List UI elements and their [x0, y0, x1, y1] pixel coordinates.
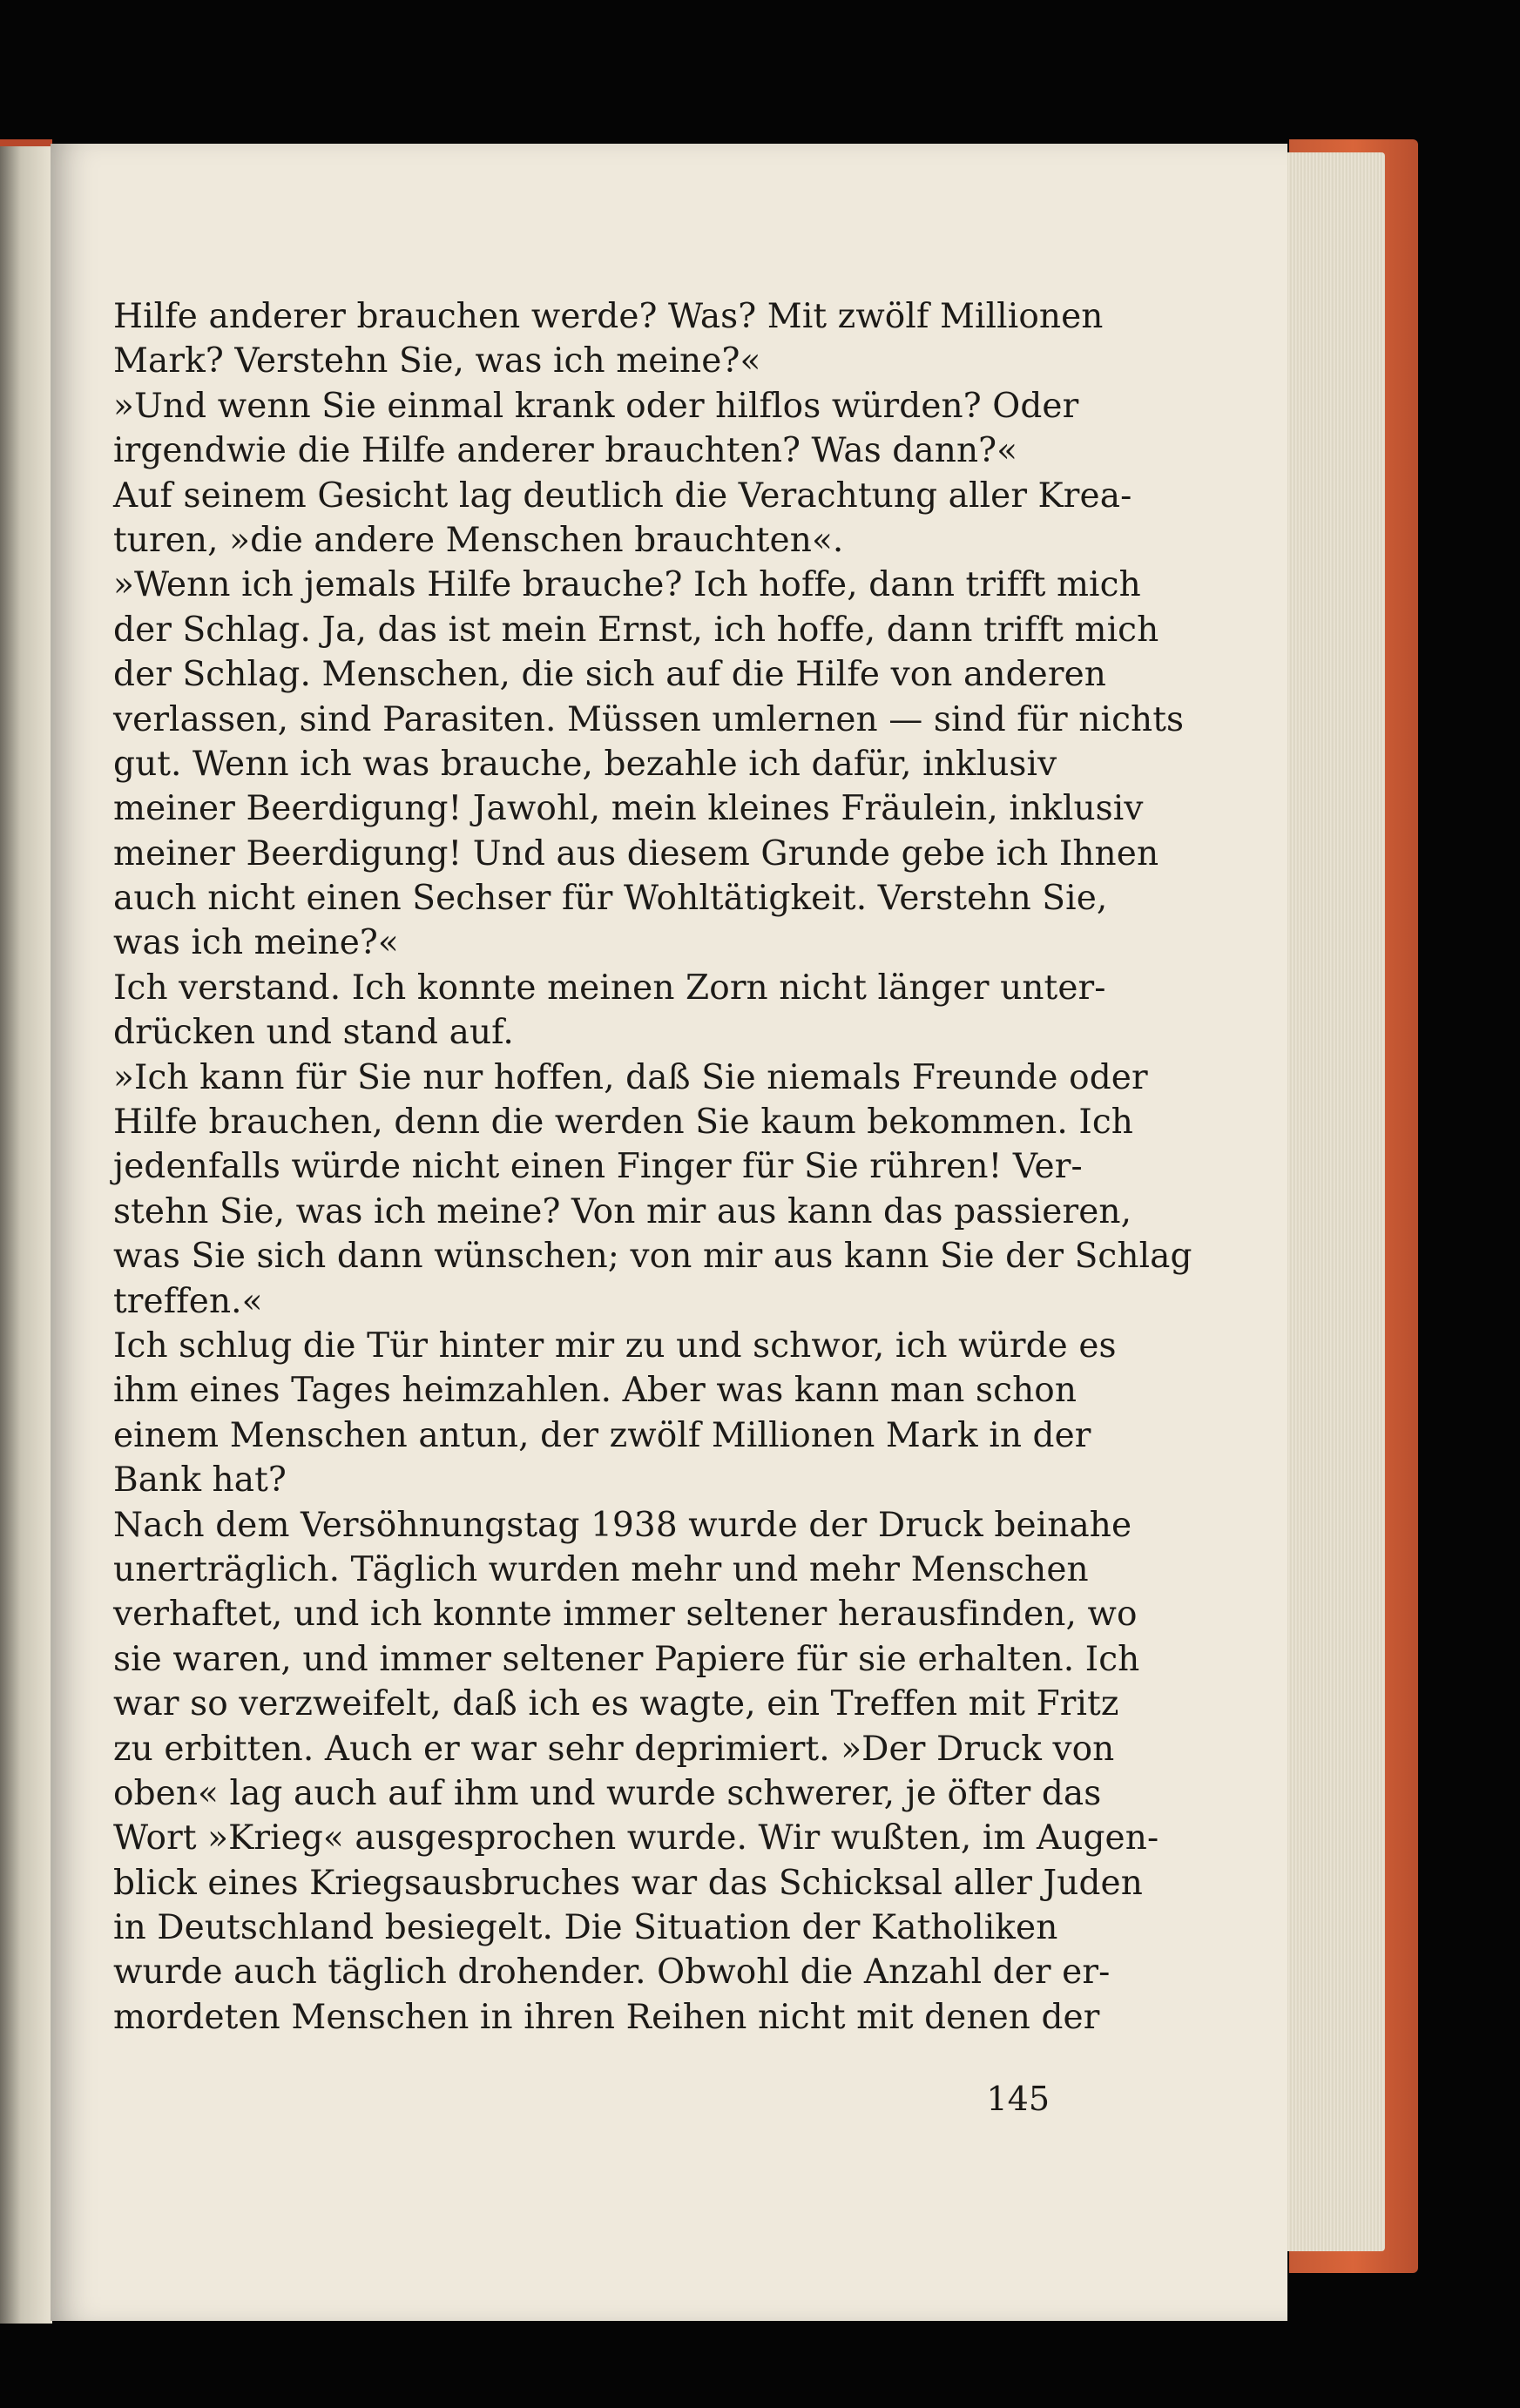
text-line: einem Menschen antun, der zwölf Millionen Mark in der	[113, 1415, 1091, 1455]
text-line: Wort »Krieg« ausgesprochen wurde. Wir wußten, im Augen-	[113, 1818, 1159, 1858]
text-line: sie waren, und immer seltener Papiere für sie erhalten. Ich	[113, 1639, 1140, 1679]
text-line: Hilfe brauchen, denn die werden Sie kaum bekommen. Ich	[113, 1103, 1133, 1143]
text-line: Auf seinem Gesicht lag deutlich die Verachtung aller Krea-	[113, 476, 1132, 516]
text-line: Hilfe anderer brauchen werde? Was? Mit zwölf Millionen	[113, 297, 1104, 336]
text-line: Ich verstand. Ich konnte meinen Zorn nicht länger unter-	[113, 968, 1106, 1008]
text-line: meiner Beerdigung! Jawohl, mein kleines Fräulein, inklusiv	[113, 789, 1144, 829]
text-line: gut. Wenn ich was brauche, bezahle ich dafür, inklusiv	[113, 744, 1057, 784]
text-line: drücken und stand auf.	[113, 1013, 514, 1053]
text-line: Mark? Verstehn Sie, was ich meine?«	[113, 341, 761, 381]
text-line: stehn Sie, was ich meine? Von mir aus kann das passieren,	[113, 1191, 1132, 1231]
text-line: treffen.«	[113, 1281, 263, 1321]
text-line: verhaftet, und ich konnte immer seltener herausfinden, wo	[113, 1595, 1138, 1635]
text-line: blick eines Kriegsausbruches war das Schicksal aller Juden	[113, 1863, 1143, 1903]
text-line: Ich schlug die Tür hinter mir zu und schwor, ich würde es	[113, 1325, 1117, 1366]
text-line: unerträglich. Täglich wurden mehr und mehr Menschen	[113, 1549, 1089, 1589]
text-line: was ich meine?«	[113, 923, 399, 963]
text-line: was Sie sich dann wünschen; von mir aus kann Sie der Schlag	[113, 1237, 1192, 1277]
text-line: mordeten Menschen in ihren Reihen nicht mit denen der	[113, 1997, 1100, 2037]
previous-page-edge	[0, 139, 52, 2324]
text-line: wurde auch täglich drohender. Obwohl die Anzahl der er-	[113, 1953, 1111, 1993]
text-line: meiner Beerdigung! Und aus diesem Grunde gebe ich Ihnen	[113, 833, 1159, 873]
text-line: der Schlag. Ja, das ist mein Ernst, ich hoffe, dann trifft mich	[113, 610, 1159, 650]
text-line: in Deutschland besiegelt. Die Situation der Katholiken	[113, 1908, 1058, 1948]
text-line: auch nicht einen Sechser für Wohltätigkeit. Verstehn Sie,	[113, 879, 1108, 919]
text-line: turen, »die andere Menschen brauchten«.	[113, 520, 844, 560]
text-line: »Und wenn Sie einmal krank oder hilflos würden? Oder	[113, 386, 1079, 426]
text-line: »Ich kann für Sie nur hoffen, daß Sie niemals Freunde oder	[113, 1057, 1148, 1097]
text-line: verlassen, sind Parasiten. Müssen umlernen — sind für nichts	[113, 699, 1185, 739]
text-line: der Schlag. Menschen, die sich auf die Hilfe von anderen	[113, 655, 1106, 695]
text-line: jedenfalls würde nicht einen Finger für Sie rühren! Ver-	[113, 1147, 1083, 1187]
text-line: irgendwie die Hilfe anderer brauchten? Was dann?«	[113, 431, 1018, 471]
page-number: 145	[986, 2080, 1050, 2118]
text-line: zu erbitten. Auch er war sehr deprimiert. »Der Druck von	[113, 1729, 1115, 1769]
text-line: Bank hat?	[113, 1460, 287, 1501]
body-text	[113, 294, 1192, 2040]
text-line: war so verzweifelt, daß ich es wagte, ein Treffen mit Fritz	[113, 1684, 1119, 1724]
text-line: Nach dem Versöhnungstag 1938 wurde der Druck beinahe	[113, 1505, 1132, 1545]
text-line: oben« lag auch auf ihm und wurde schwerer, je öfter das	[113, 1773, 1102, 1813]
text-line: »Wenn ich jemals Hilfe brauche? Ich hoffe, dann trifft mich	[113, 565, 1141, 605]
text-line: ihm eines Tages heimzahlen. Aber was kann man schon	[113, 1371, 1078, 1411]
